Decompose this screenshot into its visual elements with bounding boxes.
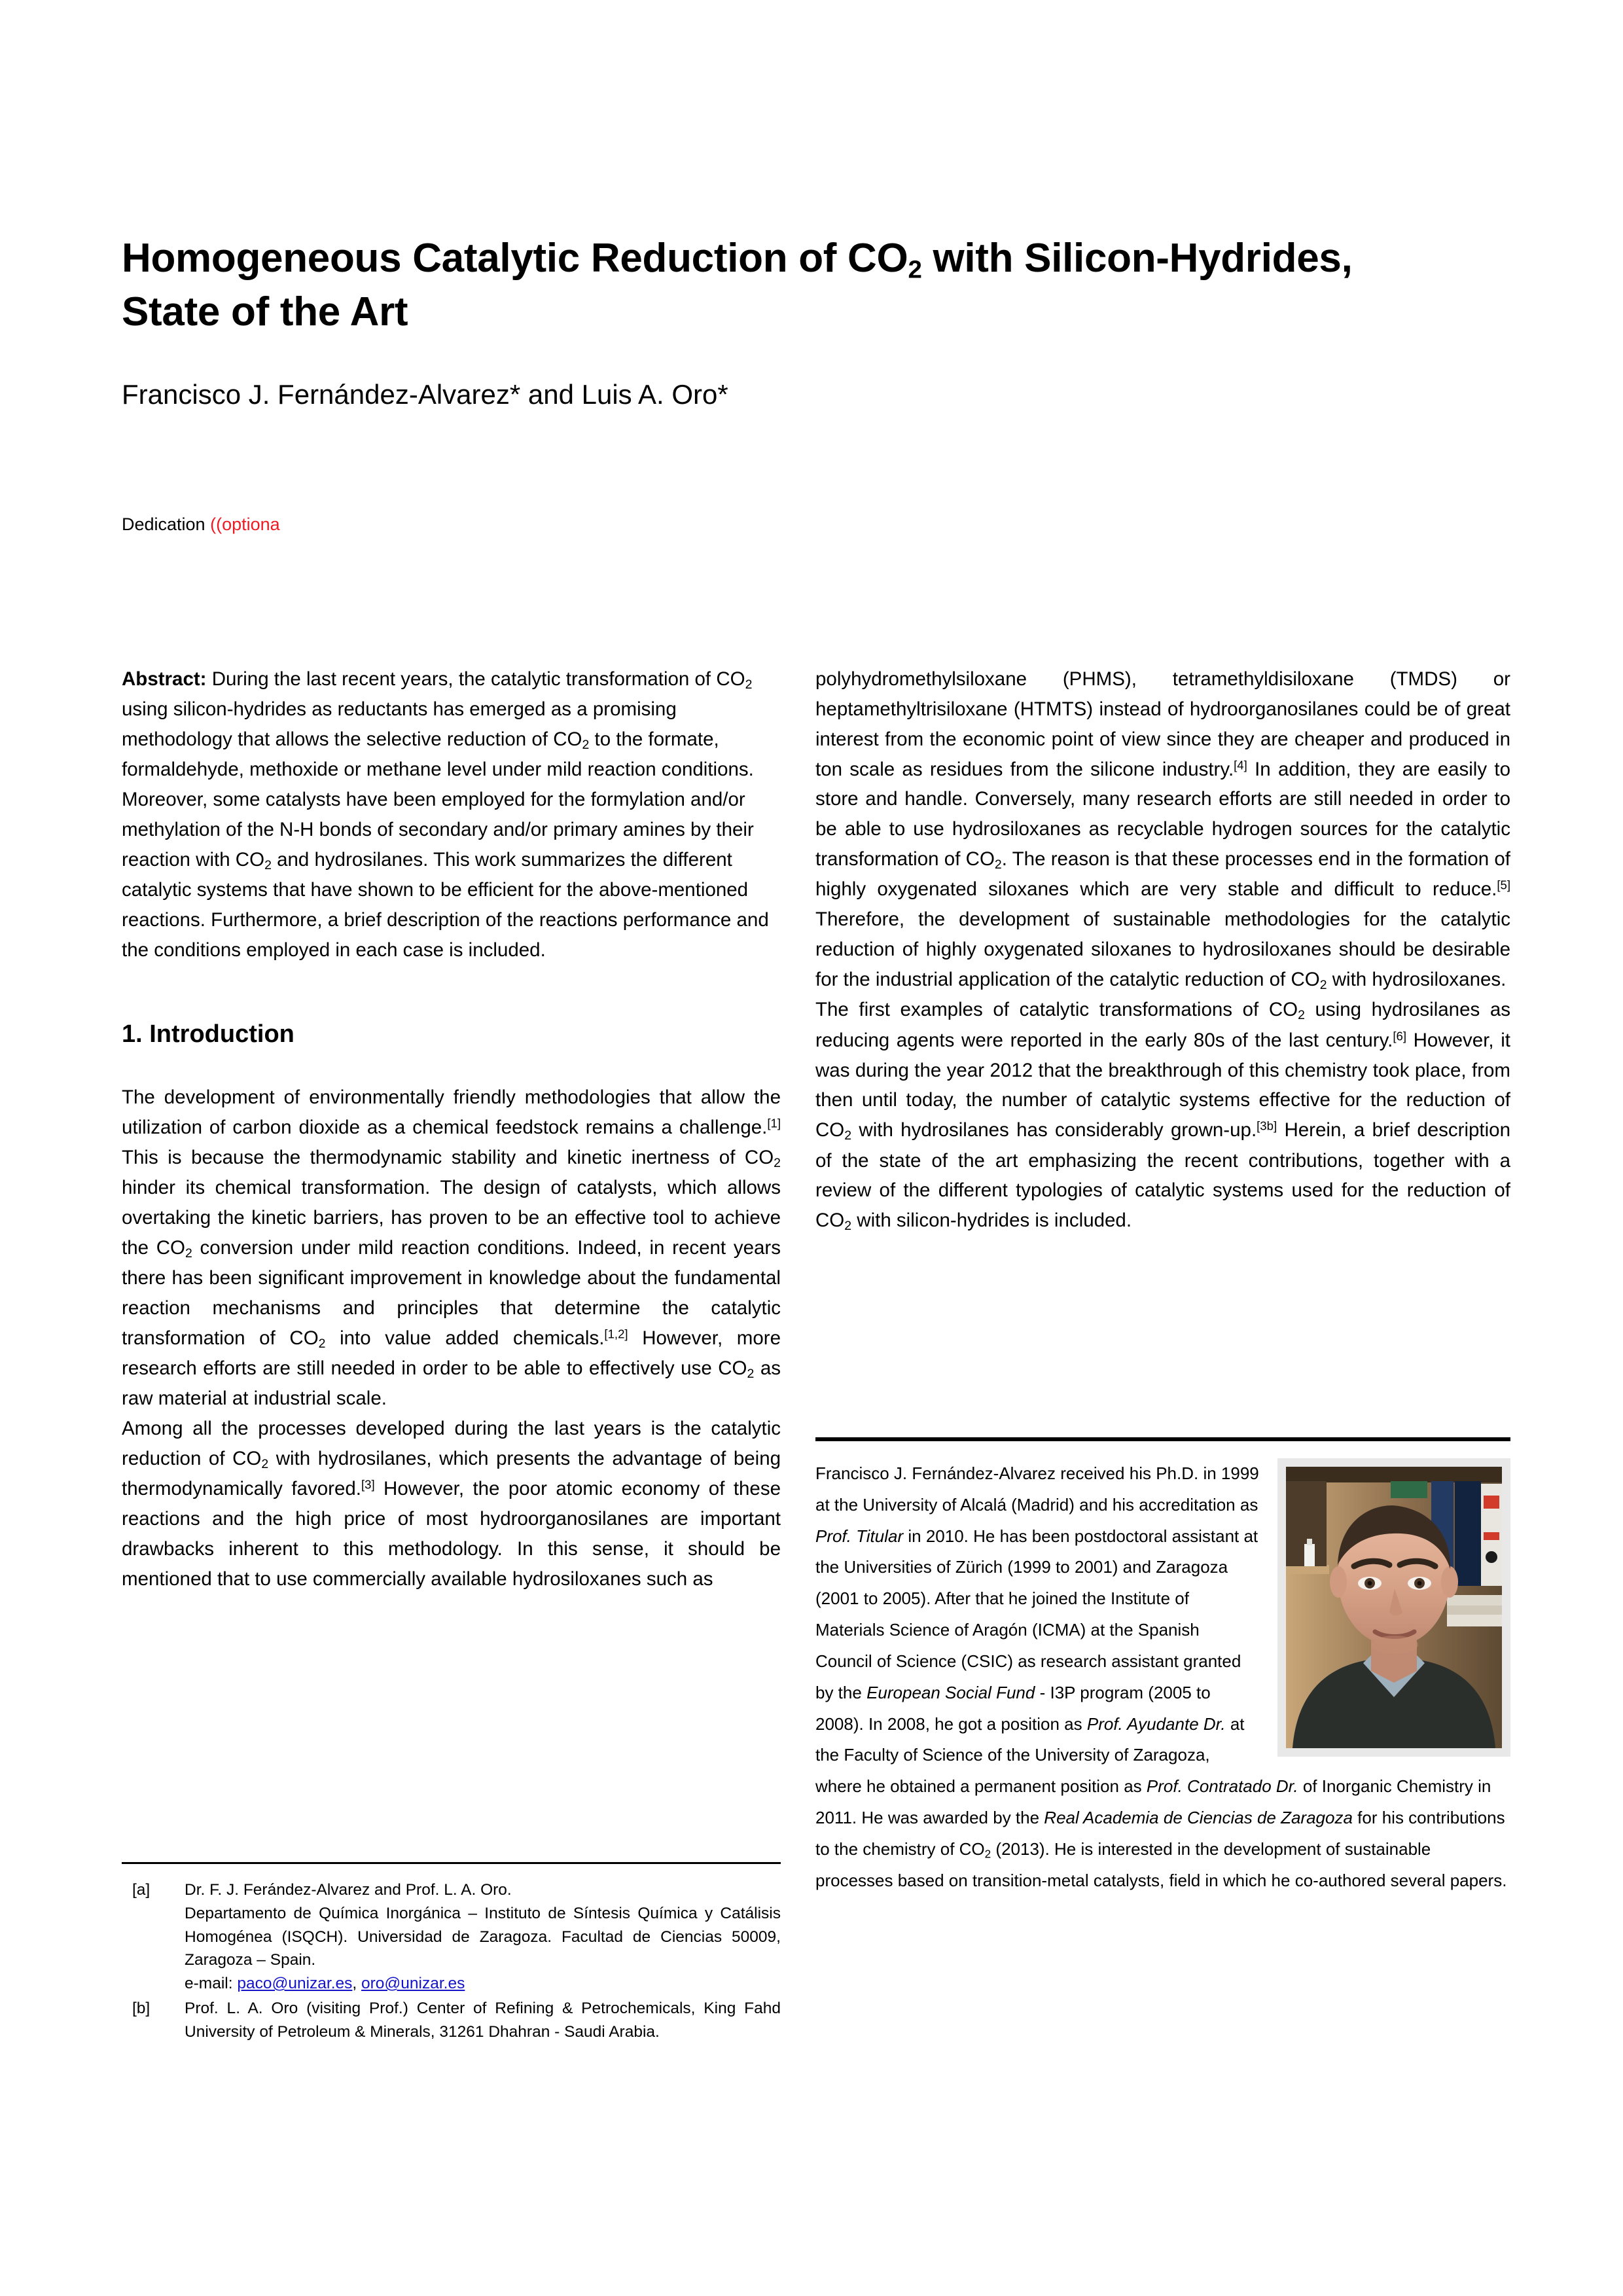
abstract-text-b: using silicon-hydrides as reductants has emerged as a promising methodology that allows the selective reduction of CO	[122, 698, 677, 751]
citation-ref-4: [4]	[1234, 757, 1247, 772]
right-p1-b: In addition, they are easily to store and handle. Conversely, many research efforts are still needed in order to be able to use hydrosiloxanes as recyclable hydrogen sources for the catalytic transformation of CO	[815, 758, 1510, 870]
bio-text-4: at the Faculty of Science of the University of Zaragoza, where he obtained a permanent position as	[815, 1713, 1245, 1797]
title-line1-part-b: with Silicon-Hydrides,	[921, 236, 1353, 281]
email-link-paco[interactable]: paco@unizar.es	[237, 1975, 353, 1993]
citation-ref-1: [1]	[767, 1116, 781, 1130]
abstract-paragraph	[122, 664, 781, 965]
abstract-text-a: During the last recent years, the catalytic transformation of CO	[206, 668, 745, 690]
portrait-illustration	[1286, 1467, 1502, 1748]
page-title	[122, 232, 1509, 338]
intro-p1-f: However, more research efforts are still needed in order to be able to effectively use CO	[122, 1327, 781, 1380]
dedication-label: Dedication	[122, 514, 211, 534]
dedication-optional-note: ((optiona	[210, 514, 280, 534]
footnote-item-b	[122, 1997, 781, 2044]
paper-header	[122, 232, 1509, 413]
intro-p1-b: This is because the thermodynamic stability and kinetic inertness of CO	[122, 1146, 774, 1168]
right-p2-a: The first examples of catalytic transformations of CO	[815, 999, 1298, 1021]
footnote-a-line2: Departamento de Química Inorgánica – Instituto de Síntesis Química y Catálisis Homogénea (ISQCH). Universidad de Zaragoza. Facultad de Ciencias 50009, Zaragoza – Spain.	[185, 1904, 781, 1969]
title-line1-part-a: Homogeneous Catalytic Reduction of CO	[122, 236, 908, 281]
right-sub-3: 2	[1298, 1008, 1305, 1023]
bio-text-1: Francisco J. Fernández-Alvarez received his Ph.D. in 1999 at the University of Alcalá (Madrid) and his accreditation as	[815, 1463, 1259, 1515]
intro-sub-5: 2	[261, 1457, 269, 1472]
biography-block	[815, 1437, 1510, 1897]
intro-sub-2: 2	[185, 1246, 192, 1261]
footnote-a-line1: Dr. F. J. Ferández-Alvarez and Prof. L. A. Oro.	[185, 1881, 512, 1899]
citation-ref-6: [6]	[1393, 1029, 1406, 1043]
bio-text-6: for his contributions to the chemistry of CO	[815, 1808, 1505, 1859]
bio-italic-prof-ayudante: Prof. Ayudante Dr.	[1086, 1713, 1226, 1734]
intro-p2-b: with hydrosilanes, which presents the advantage of being thermodynamically favored.	[122, 1448, 781, 1500]
left-column	[122, 664, 781, 1594]
intro-paragraph-1	[122, 1083, 781, 1414]
bio-text-7: (2013). He is interested in the development of sustainable processes based on transition-metal catalysts, field in which he co-authored several papers.	[815, 1839, 1507, 1890]
abstract-sub-1: 2	[745, 677, 753, 692]
intro-p2-c: However, the poor atomic economy of these reactions and the high price of most hydroorganosilanes are important drawbacks inherent to this methodology. In this sense, it should be mentioned that to use commercially available hydrosiloxanes such as	[122, 1478, 781, 1590]
title-line2: State of the Art	[122, 289, 408, 334]
footnote-body-a	[185, 1878, 781, 1996]
intro-p1-d: conversion under mild reaction conditions. Indeed, in recent years there has been significant improvement in knowledge about the fundamental reaction mechanisms and principles that determine the catalytic transformation of CO	[122, 1236, 781, 1349]
bio-italic-european-social-fund: European Social Fund	[866, 1682, 1035, 1702]
right-p1-d: Therefore, the development of sustainable methodologies for the catalytic reduction of highly oxygenated siloxanes to hydrosiloxanes should be desirable for the industrial application of the catalytic reduction of CO	[815, 908, 1510, 991]
right-p1-e: with hydrosiloxanes.	[1327, 969, 1507, 991]
citation-ref-3b: [3b]	[1257, 1119, 1277, 1133]
right-p2-d: with hydrosilanes has considerably grown-up.	[851, 1119, 1257, 1141]
intro-p1-a: The development of environmentally friendly methodologies that allow the utilization of carbon dioxide as a chemical feedstock remains a challenge.	[122, 1086, 781, 1138]
bio-italic-prof-titular: Prof. Titular	[815, 1526, 904, 1546]
abstract-sub-2: 2	[582, 738, 590, 753]
bio-sub-1: 2	[984, 1847, 991, 1861]
section-heading-introduction: 1. Introduction	[122, 1020, 294, 1048]
intro-p1-e: into value added chemicals.	[325, 1327, 605, 1349]
footnote-a-email-line	[185, 1972, 781, 1996]
bio-text-2: in 2010. He has been postdoctoral assistant at the Universities of Zürich (1999 to 2001) and Zaragoza (2001 to 2005). After that he joined the Institute of Materials Science of Aragón (ICMA) at the Spanish Council of Science (CSIC) as research assistant granted by the	[815, 1526, 1258, 1702]
abstract-text-c: to the formate, formaldehyde, methoxide or methane level under mild reaction conditions. Moreover, some catalysts have been employed for the formylation and/or methylation of the N-H bonds of secondary and/or primary amines by their reaction with CO	[122, 728, 754, 871]
right-p2-f: with silicon-hydrides is included.	[851, 1210, 1132, 1232]
footnote-tag-a: [a]	[132, 1881, 151, 1899]
email-link-oro[interactable]: oro@unizar.es	[361, 1975, 465, 1993]
author-byline: Francisco J. Fernández-Alvarez* and Luis A. Oro*	[122, 379, 728, 410]
right-sub-1: 2	[994, 857, 1002, 872]
bio-text-3: - I3P program (2005 to 2008). In 2008, he got a position as	[815, 1682, 1211, 1734]
bio-italic-real-academia: Real Academia de Ciencias de Zaragoza	[1044, 1808, 1353, 1828]
intro-p1-c: hinder its chemical transformation. The design of catalysts, which allows overtaking the kinetic barriers, has proven to be an effective tool to achieve the CO	[122, 1176, 781, 1259]
citation-ref-5: [5]	[1497, 878, 1510, 892]
right-paragraph-1	[815, 664, 1510, 995]
footnote-body-b: Prof. L. A. Oro (visiting Prof.) Center of Refining & Petrochemicals, King Fahd University of Petroleum & Minerals, 31261 Dhahran - Saudi Arabia.	[185, 1999, 781, 2041]
abstract-text-d: and hydrosilanes. This work summarizes the different catalytic systems that have shown to be efficient for the above-mentioned reactions. Furthermore, a brief description of the reactions performance and the conditions employed in each case is included.	[122, 849, 769, 961]
right-p2-e: Herein, a brief description of the state of the art emphasizing the recent contributions, together with a review of the different typologies of catalytic systems used for the reduction of CO	[815, 1119, 1510, 1232]
citation-ref-1-2: [1,2]	[604, 1327, 628, 1341]
biography-divider	[815, 1437, 1510, 1441]
right-sub-4: 2	[844, 1128, 852, 1143]
footnote-item-a	[122, 1878, 781, 1996]
footnote-divider	[122, 1862, 781, 1864]
author-photo-frame	[1277, 1458, 1510, 1757]
right-paragraph-2	[815, 995, 1510, 1236]
footnotes-block	[122, 1862, 781, 2045]
abstract-label: Abstract:	[122, 668, 207, 690]
email-separator: ,	[352, 1975, 362, 1993]
right-p1-c: . The reason is that these processes end in the formation of highly oxygenated siloxanes which are very stable and difficult to reduce.	[815, 848, 1511, 901]
email-label: e-mail:	[185, 1975, 238, 1993]
right-p2-c: However, it was during the year 2012 that the breakthrough of this chemistry took place, from then until today, the number of catalytic systems effective for the reduction of CO	[815, 1029, 1510, 1141]
intro-p2-a: Among all the processes developed during the last years is the catalytic reduction of CO	[122, 1418, 781, 1470]
right-column	[815, 664, 1510, 1236]
right-sub-2: 2	[1319, 978, 1327, 993]
footnote-tag-b: [b]	[132, 1999, 151, 2017]
dedication-line	[122, 513, 280, 536]
right-p2-b: using hydrosilanes as reducing agents were reported in the early 80s of the last century.	[815, 999, 1510, 1051]
title-subscript: 2	[908, 255, 922, 284]
intro-sub-3: 2	[318, 1336, 326, 1351]
right-sub-5: 2	[844, 1219, 852, 1234]
intro-paragraph-2	[122, 1414, 781, 1594]
intro-sub-1: 2	[774, 1155, 781, 1170]
bio-italic-prof-contratado: Prof. Contratado Dr.	[1146, 1776, 1298, 1797]
author-portrait-photo	[1286, 1467, 1502, 1748]
citation-ref-3: [3]	[361, 1477, 375, 1492]
right-p1-a: polyhydromethylsiloxane (PHMS), tetramethyldisiloxane (TMDS) or heptamethyltrisiloxane (HTMTS) instead of hydroorganosilanes could be of great interest from the economic point of view since they are cheaper and produced in ton scale as residues from the silicone industry.	[815, 668, 1510, 780]
abstract-sub-3: 2	[264, 858, 272, 873]
intro-p1-g: as raw material at industrial scale.	[122, 1357, 781, 1410]
bio-text-5: of Inorganic Chemistry in 2011. He was awarded by the	[815, 1776, 1491, 1828]
intro-sub-4: 2	[747, 1367, 755, 1382]
